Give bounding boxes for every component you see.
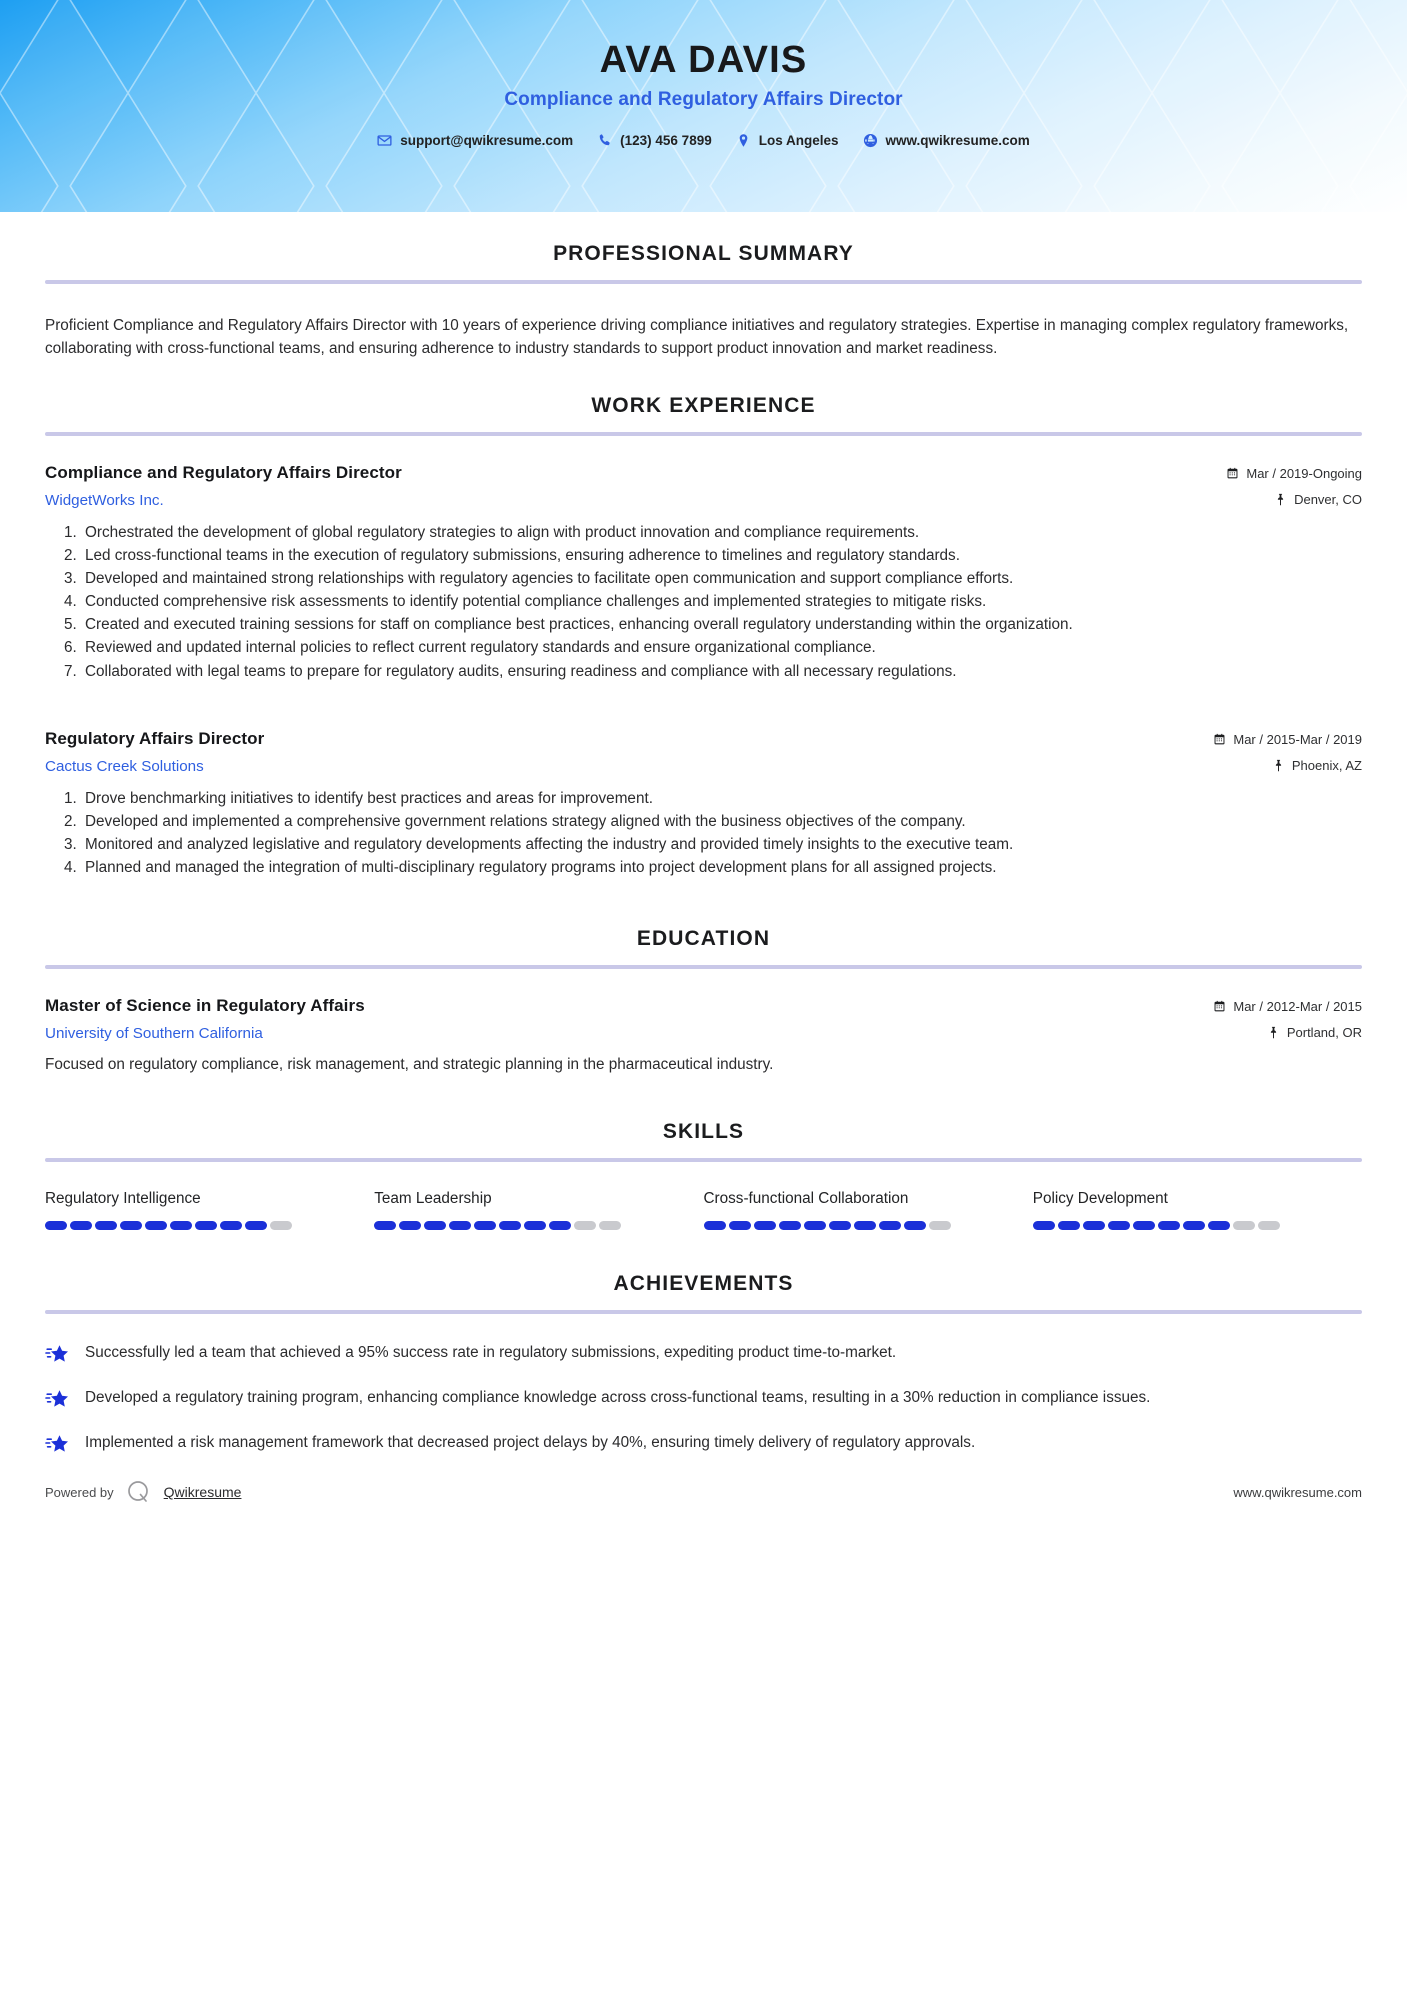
skill-label: Team Leadership (374, 1190, 492, 1208)
skill-item (45, 1190, 374, 1230)
work-section-title: WORK EXPERIENCE (591, 393, 816, 417)
skill-pip-empty (599, 1221, 621, 1230)
skill-item (704, 1190, 1033, 1230)
powered-by-block (45, 1479, 241, 1505)
skill-label: Regulatory Intelligence (45, 1190, 201, 1208)
achievement-item (45, 1342, 1362, 1367)
job-location-text: Phoenix, AZ (1291, 757, 1362, 773)
job-bullet: 3. Developed and maintained strong relationships with regulatory agencies to facilitate open communication and support compliance efforts. (81, 568, 1362, 590)
job-location (1213, 758, 1362, 773)
skill-pip-filled (854, 1221, 876, 1230)
section-divider (45, 432, 1362, 436)
skill-pip-filled (195, 1221, 217, 1230)
section-divider (45, 280, 1362, 284)
work-entry (45, 729, 1362, 880)
star-badge-icon (45, 1433, 69, 1457)
skill-rating-bar (45, 1221, 352, 1230)
contact-website-text: www.qwikresume.com (885, 132, 1030, 148)
qwikresume-link[interactable]: Qwikresume (163, 1484, 242, 1501)
skill-pip-empty (1233, 1221, 1255, 1230)
skill-pip-filled (1108, 1221, 1130, 1230)
job-title: Compliance and Regulatory Affairs Director (45, 462, 402, 482)
job-bullet: 2. Led cross-functional teams in the execution of regulatory submissions, ensuring adherence to timelines and regulatory standards. (81, 545, 1362, 567)
skill-pip-filled (1158, 1221, 1180, 1230)
job-bullet: 3. Monitored and analyzed legislative and regulatory developments affecting the industry and provided timely insights to the executive team. (81, 834, 1362, 856)
skill-rating-bar (704, 1221, 1011, 1230)
education-section-title: EDUCATION (636, 927, 771, 951)
map-pin-icon (1274, 493, 1287, 506)
map-pin-icon (1267, 1026, 1280, 1039)
skill-item (374, 1190, 703, 1230)
job-bullet: 5. Created and executed training sessions for staff on compliance best practices, enhancing overall regulatory understanding within the organization. (81, 614, 1362, 636)
skill-rating-bar (1033, 1221, 1340, 1230)
location-pin-icon (736, 133, 751, 148)
company-name[interactable]: WidgetWorks Inc. (45, 491, 164, 509)
work-experience-section (45, 361, 1362, 880)
skill-pip-filled (220, 1221, 242, 1230)
calendar-icon (1213, 733, 1226, 746)
skill-pip-filled (729, 1221, 751, 1230)
skill-pip-filled (704, 1221, 726, 1230)
skill-pip-filled (524, 1221, 546, 1230)
education-entry (45, 996, 1362, 1077)
skill-pip-filled (170, 1221, 192, 1230)
summary-section-title: PROFESSIONAL SUMMARY (553, 242, 854, 265)
skills-grid (45, 1190, 1362, 1230)
skill-pip-filled (120, 1221, 142, 1230)
job-location-text: Denver, CO (1294, 491, 1362, 507)
qwikresume-logo-icon (126, 1479, 152, 1505)
skill-label: Cross-functional Collaboration (703, 1190, 909, 1208)
contact-phone-text: (123) 456 7899 (620, 132, 712, 148)
job-title: Regulatory Affairs Director (45, 728, 265, 748)
contact-email[interactable] (365, 133, 585, 148)
achievement-text: Successfully led a team that achieved a 95% success rate in regulatory submissions, expediting product time-to-market. (85, 1344, 897, 1362)
section-divider (45, 1310, 1362, 1314)
education-dates-text: Mar / 2012-Mar / 2015 (1233, 999, 1362, 1015)
skill-pip-filled (549, 1221, 571, 1230)
job-dates (1226, 466, 1362, 481)
skill-pip-empty (1258, 1221, 1280, 1230)
achievement-item (45, 1387, 1362, 1412)
skill-pip-filled (70, 1221, 92, 1230)
education-location-text: Portland, OR (1286, 1025, 1362, 1041)
contact-bar (0, 133, 1407, 148)
company-name[interactable]: Cactus Creek Solutions (45, 757, 204, 775)
job-dates-text: Mar / 2019-Ongoing (1246, 465, 1362, 481)
envelope-icon (377, 133, 392, 148)
skill-pip-filled (245, 1221, 267, 1230)
skills-section-title: SKILLS (662, 1120, 745, 1144)
degree-title: Master of Science in Regulatory Affairs (45, 996, 365, 1016)
skill-pip-filled (374, 1221, 396, 1230)
school-name[interactable]: University of Southern California (45, 1025, 263, 1043)
achievements-list (45, 1342, 1362, 1457)
job-location (1226, 492, 1362, 507)
skill-pip-filled (1058, 1221, 1080, 1230)
section-divider (45, 965, 1362, 969)
skill-pip-filled (45, 1221, 67, 1230)
professional-summary-section (45, 212, 1362, 361)
contact-website[interactable] (851, 133, 1042, 148)
achievement-item (45, 1432, 1362, 1457)
section-divider (45, 1158, 1362, 1162)
achievements-section-title: ACHIEVEMENTS (613, 1272, 794, 1296)
skill-pip-filled (1083, 1221, 1105, 1230)
achievement-text: Implemented a risk management framework that decreased project delays by 40%, ensuring timely delivery of regulatory approvals. (85, 1434, 976, 1452)
footer-website-url: www.qwikresume.com (1233, 1484, 1362, 1500)
skill-pip-empty (574, 1221, 596, 1230)
skills-section (45, 1077, 1362, 1230)
calendar-icon (1226, 467, 1239, 480)
skill-pip-filled (95, 1221, 117, 1230)
job-bullet: 2. Developed and implemented a comprehensive government relations strategy aligned with the business objectives of the company. (81, 811, 1362, 833)
job-dates-text: Mar / 2015-Mar / 2019 (1233, 731, 1362, 747)
achievements-section (45, 1230, 1362, 1457)
job-bullet: 4. Conducted comprehensive risk assessments to identify potential compliance challenges and implemented strategies to mitigate risks. (81, 591, 1362, 613)
page-footer (0, 1479, 1407, 1531)
skill-pip-filled (399, 1221, 421, 1230)
education-location (1213, 1025, 1362, 1040)
skill-pip-empty (270, 1221, 292, 1230)
contact-location-text: Los Angeles (758, 132, 839, 148)
skill-pip-filled (1208, 1221, 1230, 1230)
skill-pip-filled (449, 1221, 471, 1230)
skill-rating-bar (374, 1221, 681, 1230)
skill-label: Policy Development (1032, 1190, 1168, 1208)
work-entry (45, 463, 1362, 683)
skill-pip-empty (929, 1221, 951, 1230)
job-bullet: 1. Drove benchmarking initiatives to identify best practices and areas for improvement. (81, 788, 1362, 810)
job-bullet: 4. Planned and managed the integration of multi-disciplinary regulatory programs into project development plans for all assigned projects. (81, 857, 1362, 879)
star-badge-icon (45, 1388, 69, 1412)
education-dates (1213, 999, 1362, 1014)
education-description: Focused on regulatory compliance, risk management, and strategic planning in the pharmaceutical industry. (45, 1056, 774, 1074)
skill-pip-filled (904, 1221, 926, 1230)
job-bullet-list (45, 522, 1362, 683)
job-bullet: 7. Collaborated with legal teams to prepare for regulatory audits, ensuring readiness and compliance with all necessary regulations. (81, 661, 1362, 683)
candidate-name: AVA DAVIS (599, 39, 808, 81)
contact-phone[interactable] (585, 133, 724, 148)
contact-email-text: support@qwikresume.com (400, 132, 574, 148)
candidate-role: Compliance and Regulatory Affairs Director (504, 88, 903, 110)
job-bullet: 6. Reviewed and updated internal policies to reflect current regulatory standards and ensure organizational compliance. (81, 637, 1362, 659)
education-section (45, 880, 1362, 1077)
skill-pip-filled (804, 1221, 826, 1230)
skill-pip-filled (145, 1221, 167, 1230)
calendar-icon (1213, 1000, 1226, 1013)
skill-pip-filled (1183, 1221, 1205, 1230)
skill-pip-filled (424, 1221, 446, 1230)
skill-pip-filled (499, 1221, 521, 1230)
achievement-text: Developed a regulatory training program, enhancing compliance knowledge across cross-functional teams, resulting in a 30% reduction in compliance issues. (85, 1389, 1151, 1407)
contact-location (724, 133, 851, 148)
skill-pip-filled (1133, 1221, 1155, 1230)
map-pin-icon (1272, 759, 1285, 772)
star-badge-icon (45, 1343, 69, 1367)
skill-pip-filled (829, 1221, 851, 1230)
job-bullet-list (45, 788, 1362, 880)
job-bullet: 1. Orchestrated the development of global regulatory strategies to align with product innovation and compliance requirements. (81, 522, 1362, 544)
skill-pip-filled (779, 1221, 801, 1230)
phone-icon (597, 133, 612, 148)
skill-pip-filled (1033, 1221, 1055, 1230)
skill-pip-filled (754, 1221, 776, 1230)
powered-by-label: Powered by (45, 1484, 114, 1500)
skill-item (1033, 1190, 1362, 1230)
skill-pip-filled (474, 1221, 496, 1230)
resume-header (0, 0, 1407, 212)
skill-pip-filled (879, 1221, 901, 1230)
summary-text: Proficient Compliance and Regulatory Affairs Director with 10 years of experience driving compliance initiatives and regulatory strategies. Expertise in managing complex regulatory frameworks, collaborating with cross-functional teams, and ensuring adherence to industry standards to support product innovation and market readiness. (45, 317, 1349, 358)
job-dates (1213, 732, 1362, 747)
globe-icon (863, 133, 878, 148)
